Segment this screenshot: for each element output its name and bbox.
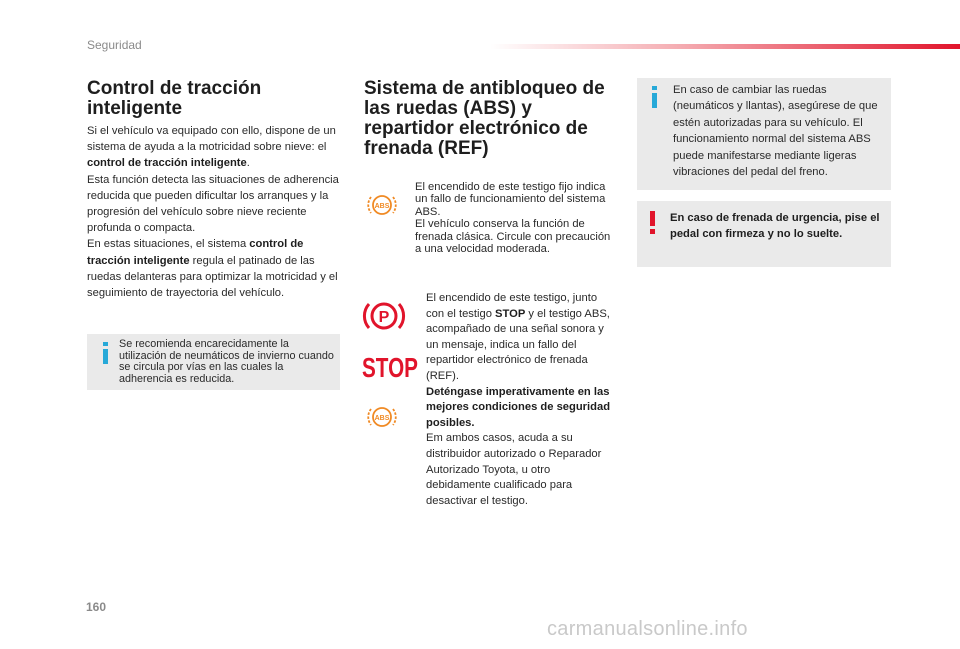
traction-body [87, 123, 342, 301]
traction-title: Control de tracción inteligente [87, 78, 262, 119]
emergency-braking-note: En caso de frenada de urgencia, pise el pedal con firmeza y no lo suelte. [670, 212, 880, 241]
abs-lamp-label: ABS [374, 415, 390, 422]
traction-paragraph-3: En estas situaciones, el sistema control de tracción inteligente regula el patinado de las ruedas delanteras para optimizar la motricidad y el seguimiento de trayectoria del vehículo. [87, 238, 338, 300]
traction-paragraph-1: Si el vehículo va equipado con ello, dispone de un sistema de ayuda a la motricidad sobre nieve: el control de tracción inteligente. [87, 125, 336, 170]
winter-tyres-info-box [87, 334, 340, 390]
section-header: Seguridad [87, 38, 142, 52]
stop-lamp-icon [362, 351, 420, 381]
traction-paragraph-2: Esta función detecta las situaciones de adherencia reducida que pueden dificultar los arranques y la progresión del vehículo sobre nieve reciente profunda o compacta. [87, 173, 339, 235]
warning-exclamation-icon [647, 211, 659, 235]
abs-warning-lamp-icon [364, 190, 400, 220]
wheel-change-info-box [637, 78, 891, 190]
abs-warning-lamp-icon [364, 402, 400, 432]
stop-immediately-warning: Deténgase imperativamente en las mejores condiciones de seguridad posibles. [426, 385, 611, 429]
ref-lamp-description: El encendido de este testigo, junto con el testigo STOP y el testigo ABS, acompañado de una señal sonora y un mensaje, indica un fallo del repartidor electrónico de frenada (REF). Deténgase imperativamente en las mejores condiciones de seguridad posibles. Em ambos casos, acuda a su distribuidor autorizado o Reparador Autorizado Toyota, u otro debidamente cualificado para desactivar el testigo. [426, 292, 611, 507]
emergency-braking-warning-box [637, 201, 891, 267]
parking-brake-lamp-icon [362, 298, 406, 334]
watermark: carmanualsonline.info [547, 618, 748, 640]
stop-lamp-label: STOP [362, 352, 418, 381]
svg-text:P: P [378, 309, 390, 326]
winter-tyres-note: Se recomienda encarecidamente la utilización de neumáticos de invierno cuando se circula por vías en las cuales la adherencia es reducida. [119, 338, 334, 385]
abs-title: Sistema de antibloqueo de las ruedas (ABS) y repartidor electrónico de frenada (REF) [364, 78, 605, 159]
page-number: 160 [86, 600, 107, 614]
info-icon [647, 86, 663, 108]
wheel-change-note: En caso de cambiar las ruedas (neumáticos y llantas), asegúrese de que estén autorizadas para su vehículo. El funcionamiento normal del sistema ABS puede manifestarse mediante ligeras vibraciones del pedal del freno. [673, 84, 878, 179]
abs-lamp-description: El encendido de este testigo fijo indica un fallo de funcionamiento del sistema ABS. El vehículo conserva la función de frenada clásica. Circule con precaución a una velocidad moderada. [415, 181, 611, 256]
header-accent-line [490, 44, 960, 49]
info-icon [98, 342, 114, 364]
abs-lamp-label: ABS [374, 203, 390, 210]
